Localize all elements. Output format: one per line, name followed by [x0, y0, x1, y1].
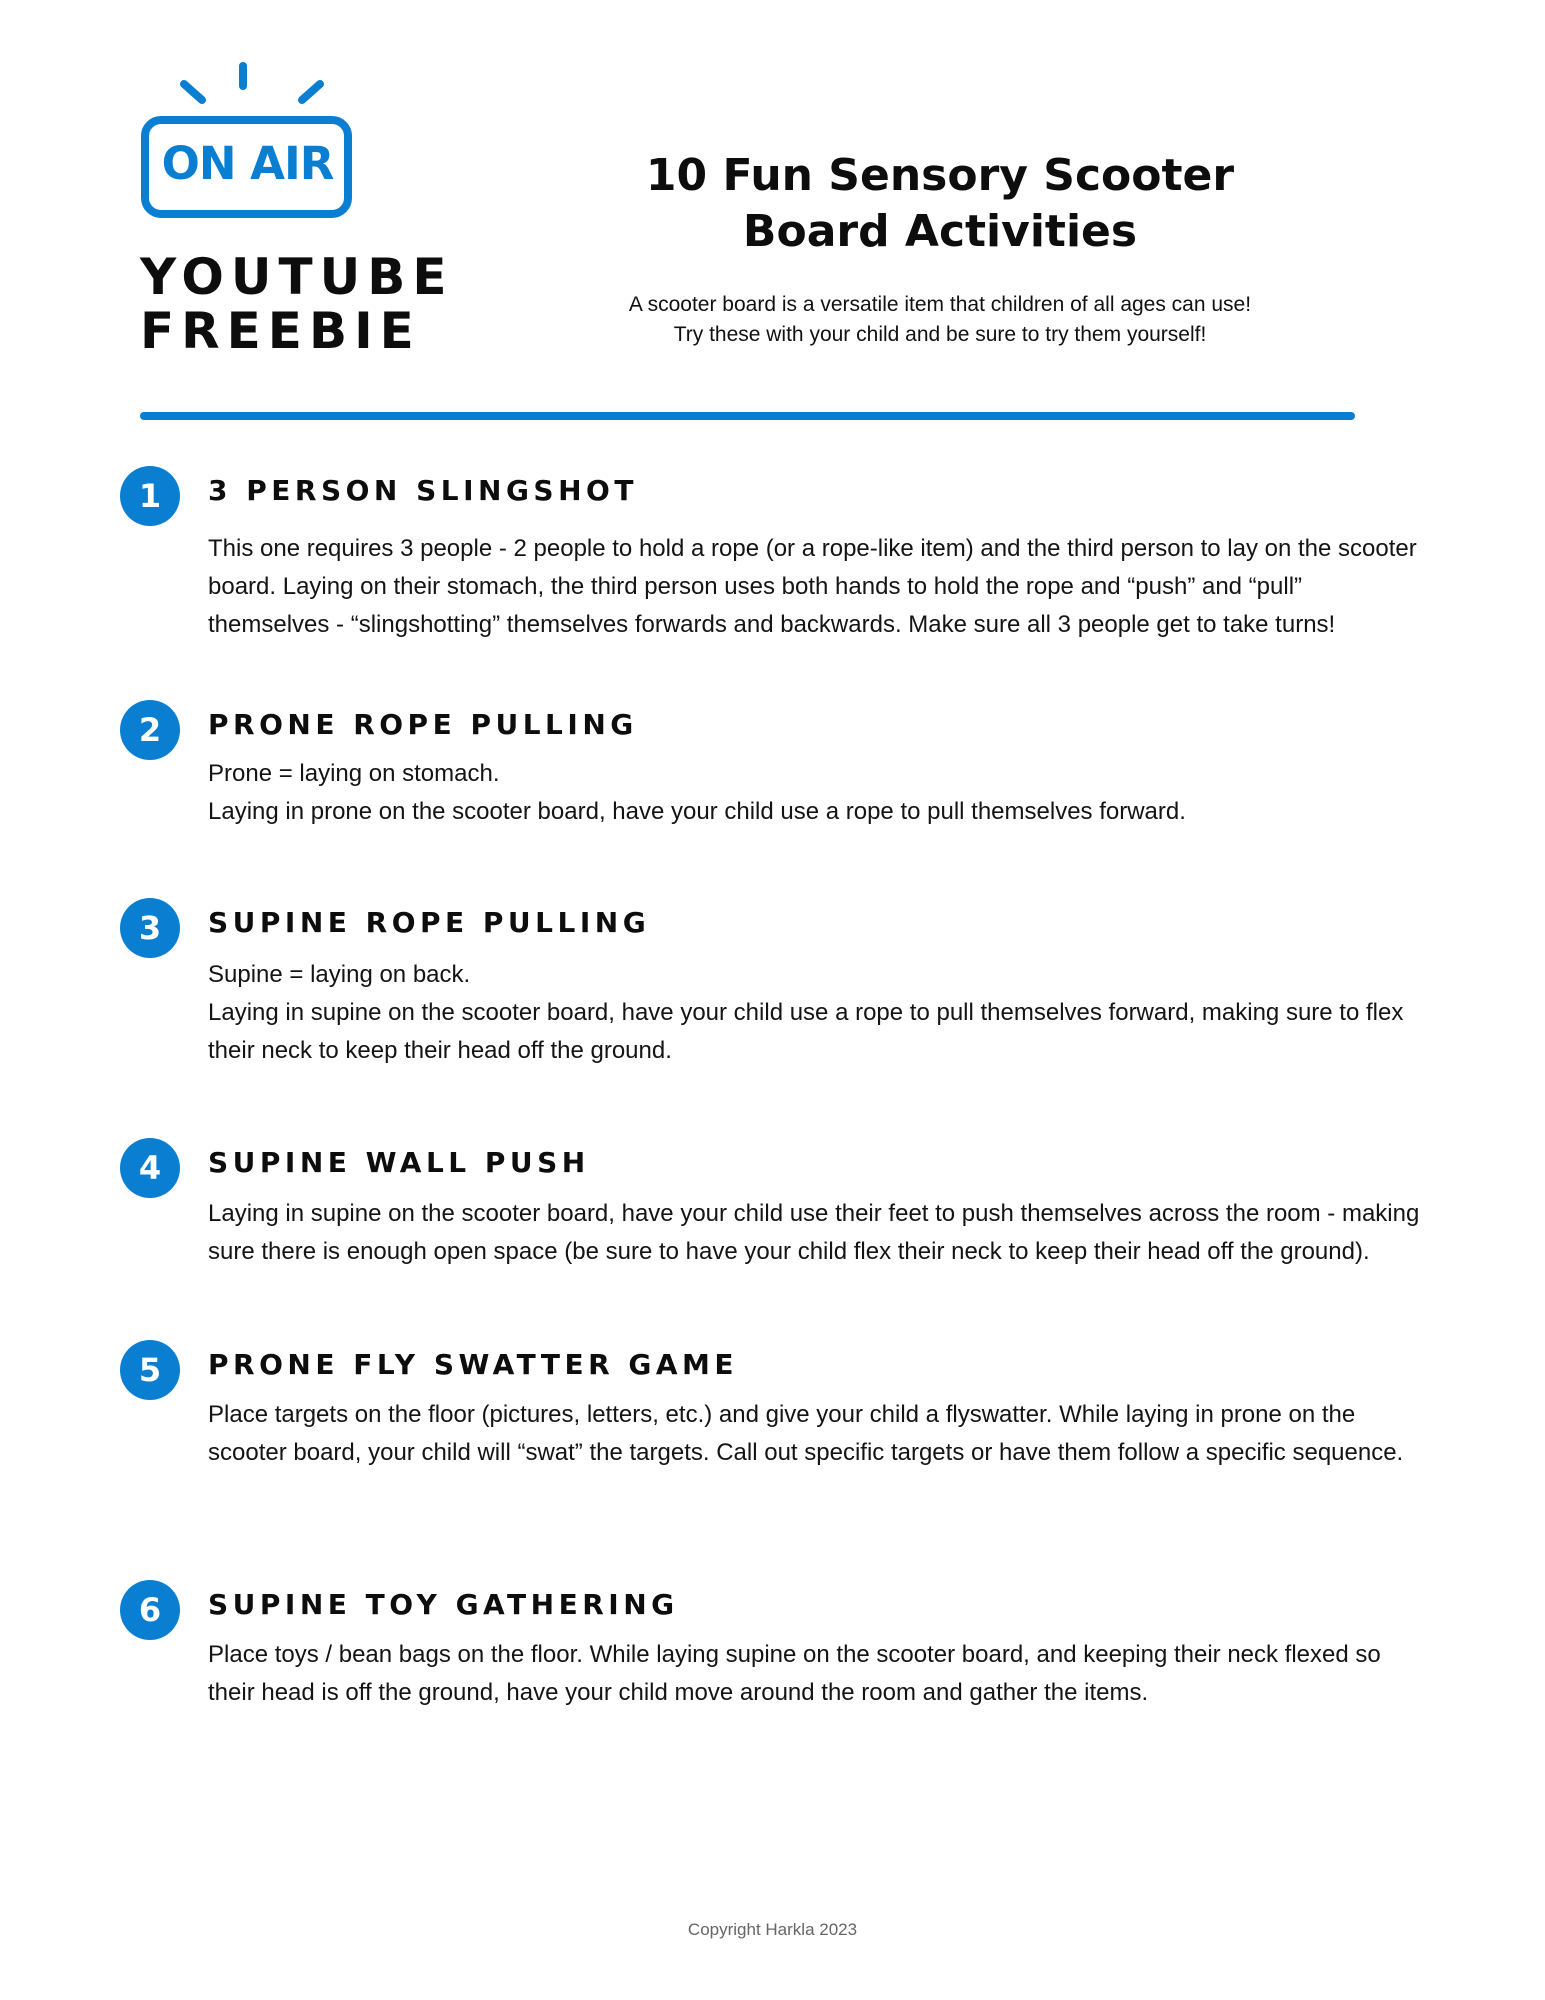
header-divider — [140, 412, 1355, 420]
activity-text: Prone = laying on stomach. — [208, 760, 500, 787]
activity-title: 3 PERSON SLINGSHOT — [208, 474, 638, 507]
activity-number-badge: 4 — [120, 1138, 180, 1198]
intro-line-2: Try these with your child and be sure to try them yourself! — [673, 323, 1207, 346]
activity-title: SUPINE WALL PUSH — [208, 1146, 590, 1179]
copyright-footer: Copyright Harkla 2023 — [687, 1920, 858, 1939]
freebie-line-1: YOUTUBE — [140, 248, 454, 306]
activity-number-badge: 6 — [120, 1580, 180, 1640]
activity-title: SUPINE ROPE PULLING — [208, 906, 651, 939]
on-air-text: ON AIR — [161, 137, 334, 190]
activity-number-badge: 5 — [120, 1340, 180, 1400]
activity-text: Place toys / bean bags on the floor. While laying supine on the scooter board, and keeping their neck flexed so their head is off the ground, have your child move around the room and gather the items. — [208, 1641, 1381, 1706]
activity-number-badge: 3 — [120, 898, 180, 958]
activity-text: This one requires 3 people - 2 people to hold a rope (or a rope-like item) and the third person to lay on the scooter board. Laying on their stomach, the third person uses both hands to hold the rope and “push” and “pull” themselves - “slingshotting” themselves forwards and backwards. Make sure all 3 people get to take turns! — [208, 535, 1417, 638]
activity-description — [208, 1396, 1423, 1472]
activity-title: PRONE ROPE PULLING — [208, 708, 638, 741]
youtube-freebie-label — [140, 250, 454, 358]
freebie-line-2: FREEBIE — [140, 302, 421, 360]
activity-text: Laying in supine on the scooter board, have your child use a rope to pull themselves forward, making sure to flex their neck to keep their head off the ground. — [208, 999, 1404, 1064]
activity-text: Laying in prone on the scooter board, have your child use a rope to pull themselves forward. — [208, 798, 1186, 825]
activity-text: Supine = laying on back. — [208, 961, 471, 988]
activity-number-badge: 2 — [120, 700, 180, 760]
activity-text: Laying in supine on the scooter board, have your child use their feet to push themselves across the room - making sure there is enough open space (be sure to have your child flex their neck to keep their head off the ground). — [208, 1200, 1420, 1265]
activity-number-badge: 1 — [120, 466, 180, 526]
activity-description — [208, 755, 1423, 831]
intro-line-1: A scooter board is a versatile item that children of all ages can use! — [628, 293, 1252, 316]
intro-text — [560, 290, 1320, 350]
activity-description — [208, 956, 1423, 1070]
activity-description — [208, 1636, 1423, 1712]
activity-title: SUPINE TOY GATHERING — [208, 1588, 679, 1621]
on-air-logo — [140, 60, 355, 220]
page-title — [560, 148, 1320, 260]
activity-text: Place targets on the floor (pictures, letters, etc.) and give your child a flyswatter. While laying in prone on the scooter board, your child will “swat” the targets. Call out specific targets or have them follow a specific sequence. — [208, 1401, 1404, 1466]
activity-description — [208, 530, 1423, 644]
activity-title: PRONE FLY SWATTER GAME — [208, 1348, 739, 1381]
page-title-line-2: Board Activities — [742, 206, 1138, 257]
page-title-line-1: 10 Fun Sensory Scooter — [645, 150, 1235, 201]
activity-description — [208, 1195, 1423, 1271]
